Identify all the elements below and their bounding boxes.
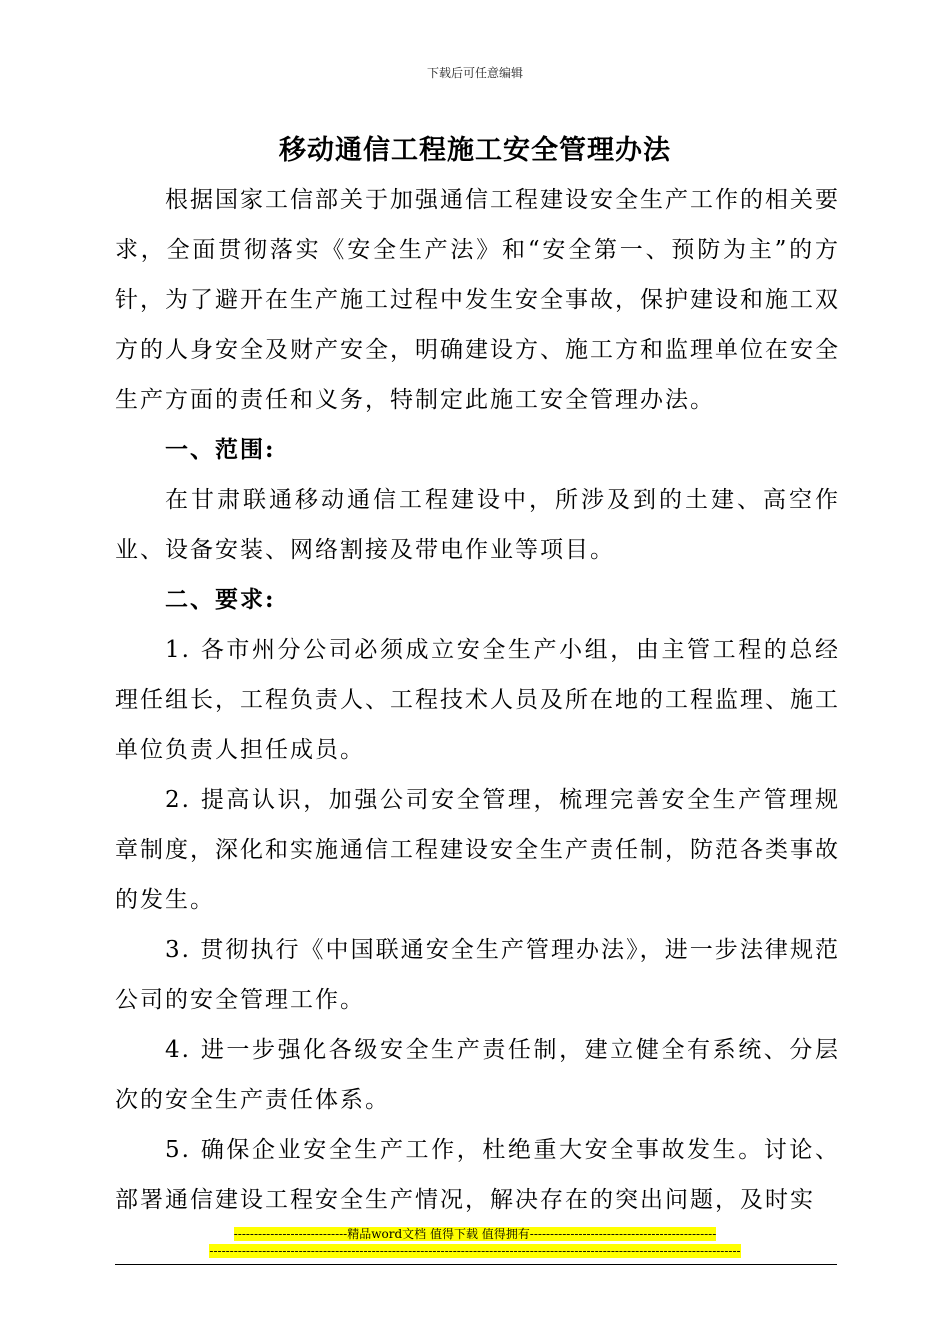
footer-banner-line-2: ----------------------------------------------------------------------------------------------------------------------------------- [209,1244,741,1258]
section-heading-requirements: 二、要求: [165,586,276,613]
paragraph-requirement-4: 4. 进一步强化各级安全生产责任制，建立健全有系统、分层次的安全生产责任体系。 [115,1037,840,1113]
header-note: 下载后可任意编辑 [426,66,523,80]
paragraph-intro: 根据国家工信部关于加强通信工程建设安全生产工作的相关要求，全面贯彻落实《安全生产法》和“安全第一、预防为主”的方针，为了避开在生产施工过程中发生安全事故，保护建设和施工双方的人身安全及财产安全，明确建设方、施工方和监理单位在安全生产方面的责任和义务，特制定此施工安全管理办法。 [115,187,840,413]
footer-banner [0,1226,950,1260]
paragraph-requirement-2: 2. 提高认识，加强公司安全管理，梳理完善安全生产管理规章制度，深化和实施通信工程建设安全生产责任制，防范各类事故的发生。 [115,787,840,913]
footer-divider [115,1264,837,1265]
footer-banner-line-1: ----------------------------精品word文档 值得下载 值得拥有---------------------------------------------- [233,1227,717,1241]
paragraph-requirement-3: 3. 贯彻执行《中国联通安全生产管理办法》，进一步法律规范公司的安全管理工作。 [115,937,840,1013]
paragraph-requirement-5: 5. 确保企业安全生产工作，杜绝重大安全事故发生。讨论、部署通信建设工程安全生产情况，解决存在的突出问题，及时实 [115,1137,840,1213]
document-title: 移动通信工程施工安全管理办法 [279,135,671,166]
paragraph-scope: 在甘肃联通移动通信工程建设中，所涉及到的土建、高空作业、设备安装、网络割接及带电作业等项目。 [115,487,840,563]
document-body [115,175,840,1225]
paragraph-requirement-1: 1. 各市州分公司必须成立安全生产小组，由主管工程的总经理任组长，工程负责人、工程技术人员及所在地的工程监理、施工单位负责人担任成员。 [115,637,840,763]
section-heading-scope: 一、范围: [165,436,276,463]
